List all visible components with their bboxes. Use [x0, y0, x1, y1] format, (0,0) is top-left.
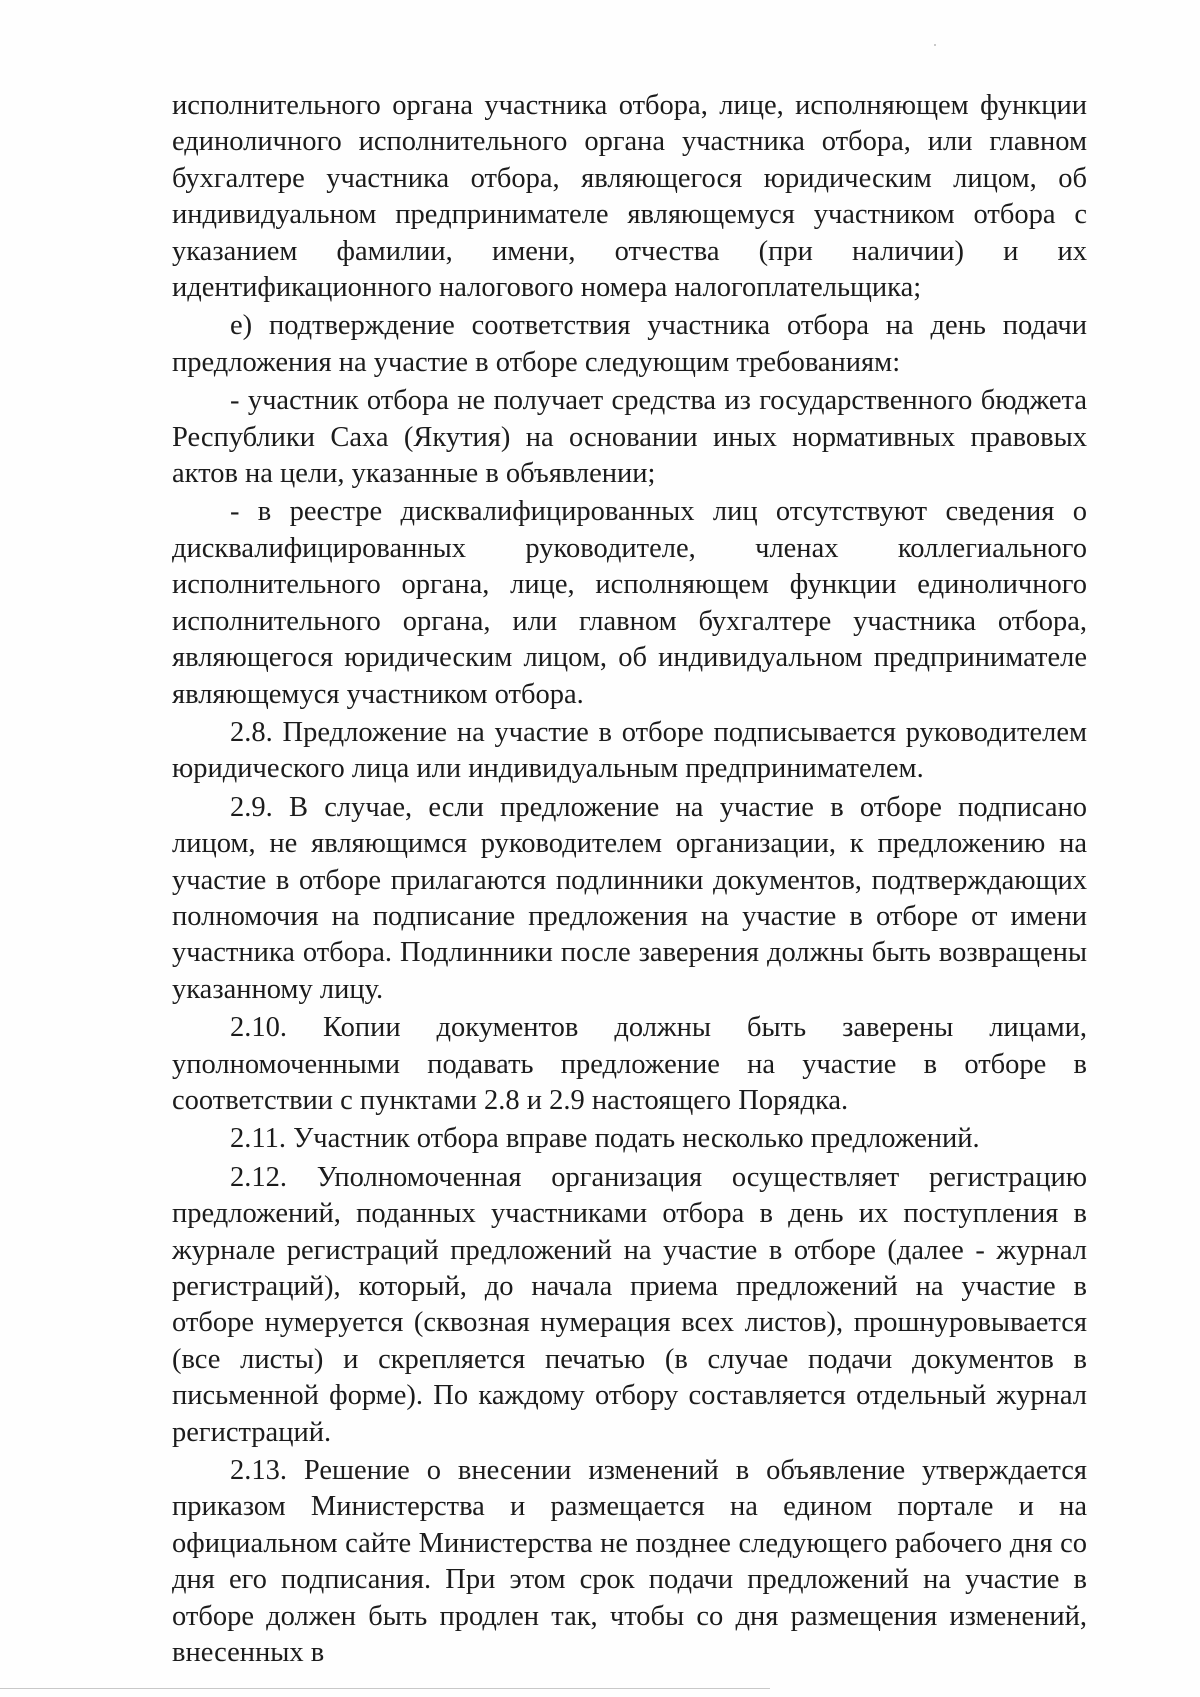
paragraph-dash-2: - в реестре дисквалифицированных лиц отсутствуют сведения о дисквалифицированных руководителе, членах коллегиального исполнительного органа, лице, исполняющем функции единоличного исполнительного органа, или главном бухгалтере участника отбора, являющегося юридическим лицом, об индивидуальном предпринимателе являющемуся участником отбора. [172, 496, 1087, 710]
paragraph-item-e: е) подтверждение соответствия участника отбора на день подачи предложения на участие в отборе следующим требованиям: [172, 310, 1087, 378]
paragraph-continuation: исполнительного органа участника отбора, лице, исполняющем функции единоличного исполнительного органа участника отбора, или главном бухгалтере участника отбора, являющегося юридическим лицом, об индивидуальном предпринимателе являющемуся участником отбора с указанием фамилии, имени, отчества (при наличии) и их идентификационного налогового номера налогоплательщика; [172, 90, 1087, 304]
paragraph-clause-2-13: 2.13. Решение о внесении изменений в объявление утверждается приказом Министерства и размещается на едином портале и на официальном сайте Министерства не позднее следующего рабочего дня со дня его подписания. При этом срок подачи предложений на участие в отборе должен быть продлен так, чтобы со дня размещения изменений, внесенных в [172, 1455, 1087, 1669]
paragraph-clause-2-8: 2.8. Предложение на участие в отборе подписывается руководителем юридического лица или индивидуальным предпринимателем. [172, 716, 1087, 785]
paragraph-dash-1: - участник отбора не получает средства из государственного бюджета Республики Саха (Якутия) на основании иных нормативных правовых актов на цели, указанные в объявлении; [172, 385, 1087, 490]
scan-edge-line [0, 1688, 770, 1689]
document-body [172, 88, 1087, 1671]
paragraph-clause-2-9: 2.9. В случае, если предложение на участие в отборе подписано лицом, не являющимся руководителем организации, к предложению на участие в отборе прилагаются подлинники документов, подтверждающих полномочия на подписание предложения на участие в отборе от имени участника отбора. Подлинники после заверения должны быть возвращены указанному лицу. [172, 791, 1087, 1005]
paragraph-clause-2-12: 2.12. Уполномоченная организация осуществляет регистрацию предложений, поданных участниками отбора в день их поступления в журнале регистраций предложений на участие в отборе (далее - журнал регистраций), который, до начала приема предложений на участие в отборе нумеруется (сквозная нумерация всех листов), прошнуровывается (все листы) и скрепляется печатью (в случае подачи документов в письменной форме). По каждому отбору составляется отдельный журнал регистраций. [172, 1161, 1087, 1448]
paragraph-clause-2-10: 2.10. Копии документов должны быть заверены лицами, уполномоченными подавать предложение на участие в отборе в соответствии с пунктами 2.8 и 2.9 настоящего Порядка. [172, 1012, 1087, 1116]
paragraph-clause-2-11: 2.11. Участник отбора вправе подать несколько предложений. [230, 1123, 980, 1155]
scan-speck [934, 44, 936, 46]
